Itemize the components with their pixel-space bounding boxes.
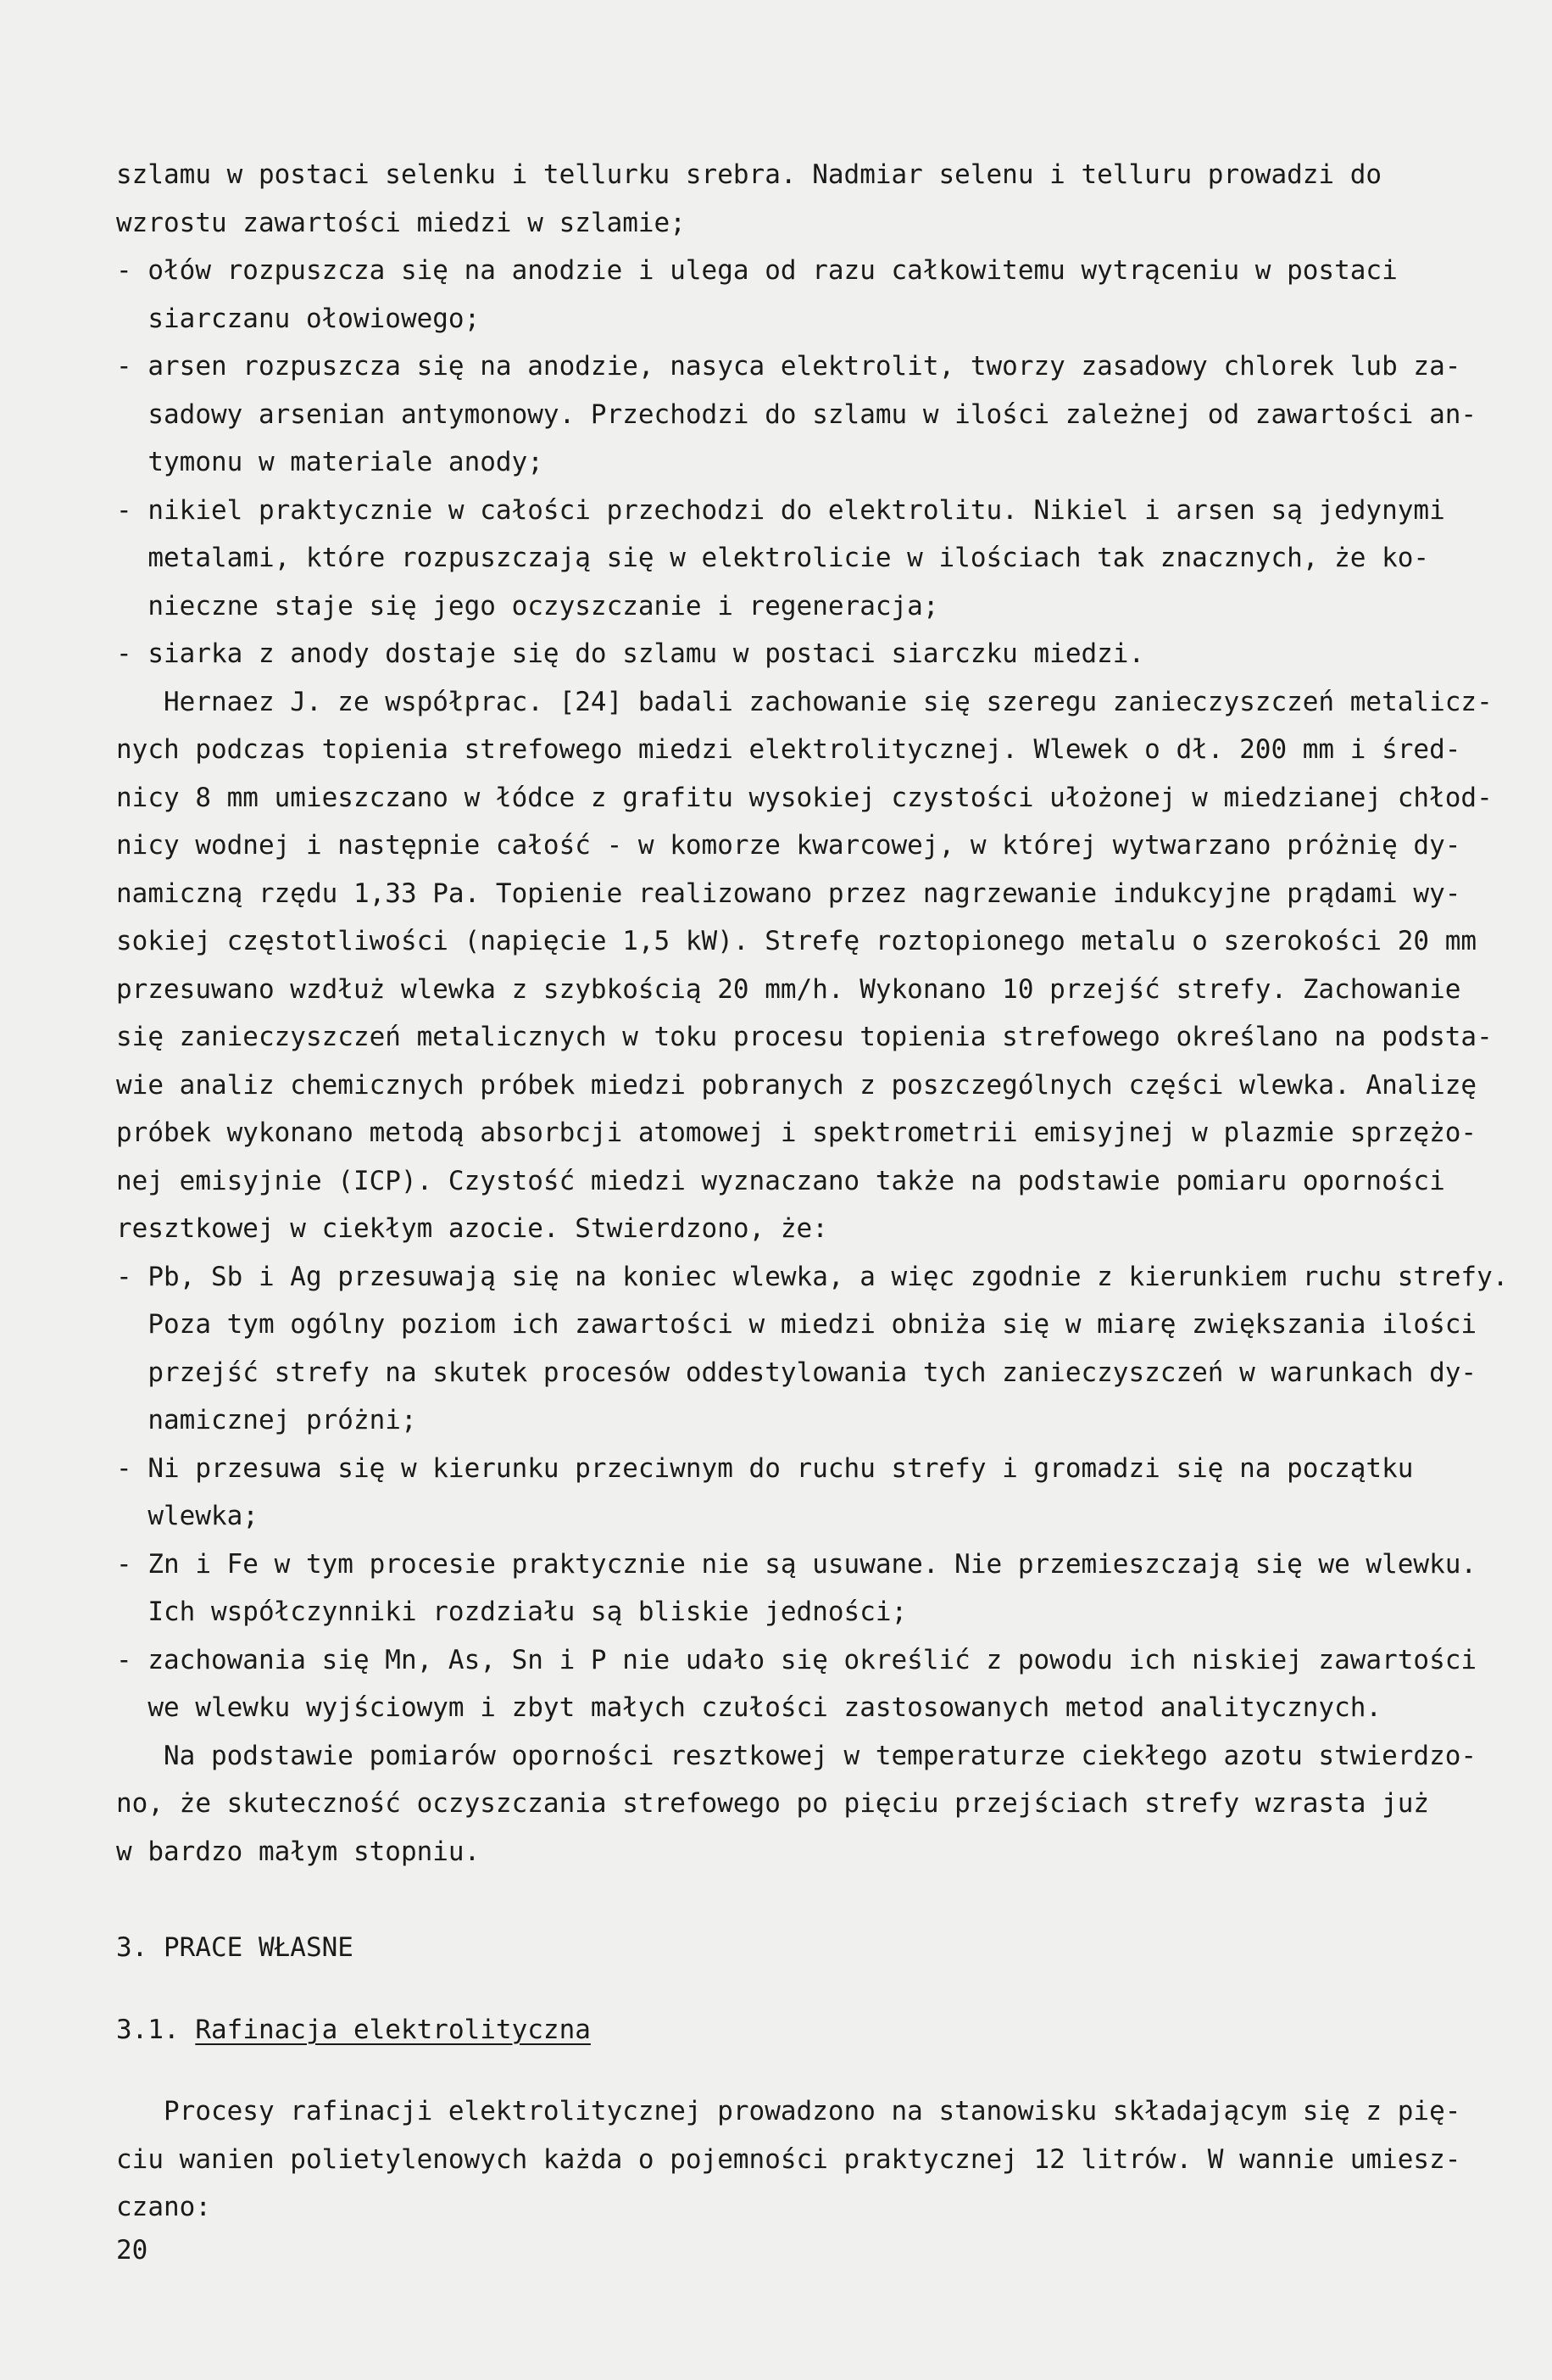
text-line: Procesy rafinacji elektrolitycznej prowadzono na stanowisku składającym się z pię- <box>116 2096 1461 2126</box>
text-line: namiczną rzędu 1,33 Pa. Topienie realizowano przez nagrzewanie indukcyjne prądami wy- <box>116 878 1461 909</box>
text-line: - nikiel praktycznie w całości przechodzi do elektrolitu. Nikiel i arsen są jedynymi <box>116 494 1445 526</box>
subsection-number: 3.1. <box>116 2014 180 2045</box>
text-line: no, że skuteczność oczyszczania strefowego po pięciu przejściach strefy wzrasta już <box>116 1788 1430 1819</box>
text-line: szlamu w postaci selenku i tellurku srebra. Nadmiar selenu i telluru prowadzi do <box>116 159 1382 190</box>
text-line: przesuwano wzdłuż wlewka z szybkością 20 mm/h. Wykonano 10 przejść strefy. Zachowanie <box>116 973 1461 1005</box>
text-line: - arsen rozpuszcza się na anodzie, nasyca elektrolit, tworzy zasadowy chlorek lub za- <box>116 351 1461 382</box>
spacer <box>116 1876 1455 1924</box>
text-line: się zanieczyszczeń metalicznych w toku procesu topienia strefowego określano na podsta- <box>116 1022 1493 1052</box>
text-line: namicznej próżni; <box>116 1405 417 1435</box>
page-number: 20 <box>116 2235 148 2266</box>
text-line: Na podstawie pomiarów oporności resztkowej w temperaturze ciekłego azotu stwierdzo- <box>116 1740 1477 1771</box>
text-line: siarczanu ołowiowego; <box>116 303 481 334</box>
text-line: Ich współczynniki rozdziału są bliskie jedności; <box>116 1597 908 1627</box>
paragraph-refining-setup <box>116 2087 1461 2232</box>
text-line: wie analiz chemicznych próbek miedzi pobranych z poszczególnych części wlewka. Analizę <box>116 1069 1477 1101</box>
text-line: wlewka; <box>116 1501 259 1531</box>
text-line: - Pb, Sb i Ag przesuwają się na koniec wlewka, a więc zgodnie z kierunkiem ruchu strefy. <box>116 1261 1509 1292</box>
paragraph-bullets-electrolysis <box>116 151 1477 678</box>
text-line: - Zn i Fe w tym procesie praktycznie nie są usuwane. Nie przemieszczają się we wlewku. <box>116 1548 1477 1580</box>
paragraph-resistance-conclusion <box>116 1732 1477 1876</box>
text-line: - ołów rozpuszcza się na anodzie i ulega od razu całkowitemu wytrąceniu w postaci <box>116 255 1398 286</box>
text-line: Poza tym ogólny poziom ich zawartości w miedzi obniża się w miarę zwiększania ilości <box>116 1309 1477 1340</box>
spacer <box>116 2054 1455 2087</box>
text-line: czano: <box>116 2192 211 2222</box>
spacer <box>116 1972 1455 2006</box>
text-line: sokiej częstotliwości (napięcie 1,5 kW). Strefę roztopionego metalu o szerokości 20 mm <box>116 926 1477 956</box>
text-line: ciu wanien polietylenowych każda o pojemności praktycznej 12 litrów. W wannie umiesz- <box>116 2143 1461 2175</box>
subsection-heading <box>116 2006 1455 2054</box>
text-line: wzrostu zawartości miedzi w szlamie; <box>116 207 686 238</box>
subsection-title: Rafinacja elektrolityczna <box>195 2014 591 2045</box>
text-line: nicy wodnej i następnie całość - w komorze kwarcowej, w której wytwarzano próżnię dy- <box>116 830 1461 861</box>
text-line: sadowy arsenian antymonowy. Przechodzi do szlamu w ilości zależnej od zawartości an- <box>116 399 1477 430</box>
text-line: - Ni przesuwa się w kierunku przeciwnym do ruchu strefy i gromadzi się na początku <box>116 1452 1414 1484</box>
text-line: Hernaez J. ze współprac. [24] badali zachowanie się szeregu zanieczyszczeń metalicz- <box>116 686 1493 717</box>
section-heading: 3. PRACE WŁASNE <box>116 1932 353 1963</box>
text-line: nej emisyjnie (ICP). Czystość miedzi wyznaczano także na podstawie pomiaru oporności <box>116 1165 1445 1196</box>
text-line: nych podczas topienia strefowego miedzi elektrolitycznej. Wlewek o dł. 200 mm i śred- <box>116 734 1461 765</box>
text-line: tymonu w materiale anody; <box>116 447 543 477</box>
page-content <box>116 151 1509 2232</box>
text-line: nicy 8 mm umieszczano w łódce z grafitu wysokiej czystości ułożonej w miedzianej chłod- <box>116 782 1493 813</box>
text-line: - siarka z anody dostaje się do szlamu w postaci siarczku miedzi. <box>116 638 1145 669</box>
text-line: - zachowania się Mn, As, Sn i P nie udało się określić z powodu ich niskiej zawartości <box>116 1644 1477 1675</box>
text-line: we wlewku wyjściowym i zbyt małych czułości zastosowanych metod analitycznych. <box>116 1692 1382 1723</box>
paragraph-zone-melting <box>116 678 1509 1732</box>
text-line: w bardzo małym stopniu. <box>116 1836 481 1867</box>
text-line: nieczne staje się jego oczyszczanie i regeneracja; <box>116 590 939 621</box>
text-line: resztkowej w ciekłym azocie. Stwierdzono, że: <box>116 1213 828 1244</box>
text-line: próbek wykonano metodą absorbcji atomowej i spektrometrii emisyjnej w plazmie sprzężo- <box>116 1118 1477 1148</box>
text-line: metalami, które rozpuszczają się w elektrolicie w ilościach tak znacznych, że ko- <box>116 543 1430 573</box>
text-line: przejść strefy na skutek procesów oddestylowania tych zanieczyszczeń w warunkach dy- <box>116 1357 1477 1388</box>
